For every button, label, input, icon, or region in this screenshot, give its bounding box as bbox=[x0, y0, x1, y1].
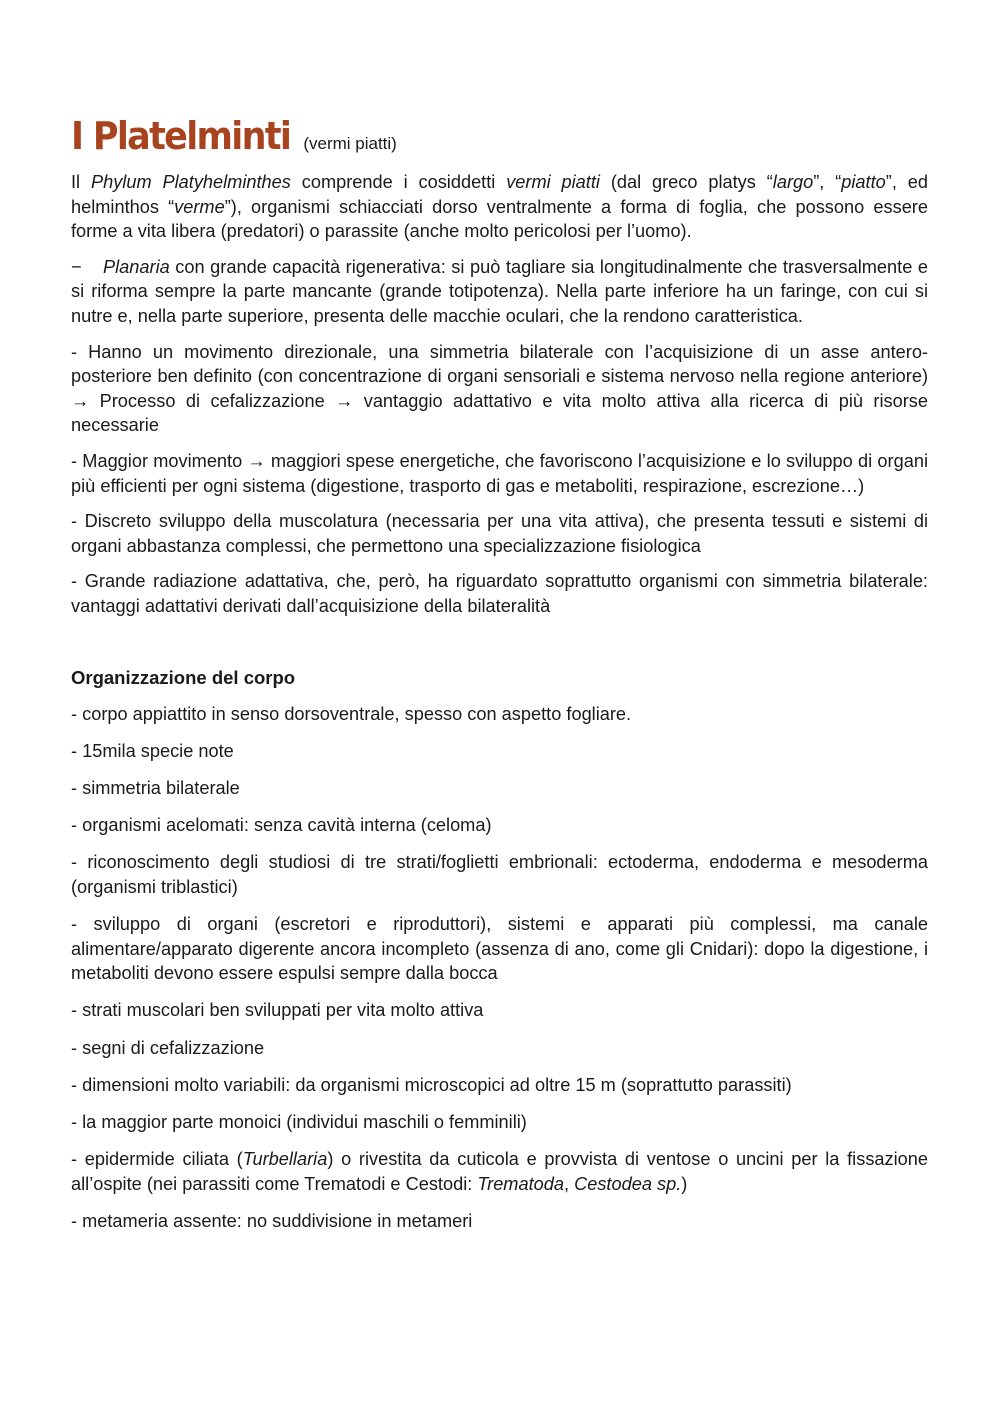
list-item: - metameria assente: no suddivisione in metameri bbox=[71, 1210, 473, 1231]
muscle-paragraph: - Discreto sviluppo della muscolatura (necessaria per una vita attiva), che presenta tessuti e sistemi di organi abbastanza complessi, che permettono una specializzazione fisiologica bbox=[71, 511, 928, 556]
page-title: I Platelminti bbox=[71, 114, 291, 158]
list-item: - simmetria bilaterale bbox=[71, 777, 240, 798]
intro-paragraph: Il Phylum Platyhelminthes comprende i cosiddetti vermi piatti (dal greco platys “largo”, “piatto”, ed helminthos “verme”), organismi schiacciati dorso ventralmente a forma di foglia, che possono essere forme a vita libera (predatori) o parassite (anche molto pericolosi per l’uomo). bbox=[71, 172, 928, 242]
list-item: - riconoscimento degli studiosi di tre strati/foglietti embrionali: ectoderma, endoderma e mesoderma (organismi triblastici) bbox=[71, 852, 928, 897]
list-item: - organismi acelomati: senza cavità interna (celoma) bbox=[71, 815, 492, 836]
page-subtitle: (vermi piatti) bbox=[303, 134, 397, 153]
body-organization-list bbox=[71, 702, 928, 1234]
direction-paragraph: - Hanno un movimento direzionale, una simmetria bilaterale con l’acquisizione di un asse antero-posteriore ben definito (con concentrazione di organi sensoriali e sistema nervoso nella regione anteriore) → Processo di cefalizzazione → vantaggio adattativo e vita molto attiva alla ricerca di più risorse necessarie bbox=[71, 341, 928, 436]
list-item: - dimensioni molto variabili: da organismi microscopici ad oltre 15 m (soprattutto parassiti) bbox=[71, 1074, 792, 1095]
movement-paragraph: - Maggior movimento → maggiori spese energetiche, che favoriscono l’acquisizione e lo sviluppo di organi più efficienti per ogni sistema (digestione, trasporto di gas e metaboliti, respirazione, escrezione…) bbox=[71, 450, 928, 496]
planaria-paragraph: − Planaria con grande capacità rigenerativa: si può tagliare sia longitudinalmente che trasversalmente e si riforma sempre la parte mancante (grande totipotenza). Nella parte inferiore ha un faringe, con cui si nutre e, nella parte superiore, presenta delle macchie oculari, che la rendono caratteristica. bbox=[71, 256, 928, 326]
document-page bbox=[71, 112, 928, 1246]
list-item: - la maggior parte monoici (individui maschili o femminili) bbox=[71, 1111, 527, 1132]
list-item: - 15mila specie note bbox=[71, 740, 234, 761]
list-item: - segni di cefalizzazione bbox=[71, 1037, 265, 1058]
list-item: - epidermide ciliata (Turbellaria) o rivestita da cuticola e provvista di ventose o uncini per la fissazione all’ospite (nei parassiti come Trematodi e Cestodi: Trematoda, Cestodea sp.) bbox=[71, 1149, 929, 1194]
list-item: - corpo appiattito in senso dorsoventrale, spesso con aspetto fogliare. bbox=[71, 703, 632, 724]
list-item: - strati muscolari ben sviluppati per vita molto attiva bbox=[71, 1000, 484, 1021]
title-row bbox=[71, 112, 928, 160]
section-heading: Organizzazione del corpo bbox=[71, 666, 296, 688]
list-item: - sviluppo di organi (escretori e riproduttori), sistemi e apparati più complessi, ma canale alimentare/apparato digerente ancora incompleto (assenza di ano, come gli Cnidari): dopo la digestione, i metaboliti devono essere espulsi sempre dalla bocca bbox=[71, 914, 928, 984]
radiation-paragraph: - Grande radiazione adattativa, che, però, ha riguardato soprattutto organismi con simmetria bilaterale: vantaggi adattativi derivati dall’acquisizione della bilateralità bbox=[71, 571, 928, 616]
